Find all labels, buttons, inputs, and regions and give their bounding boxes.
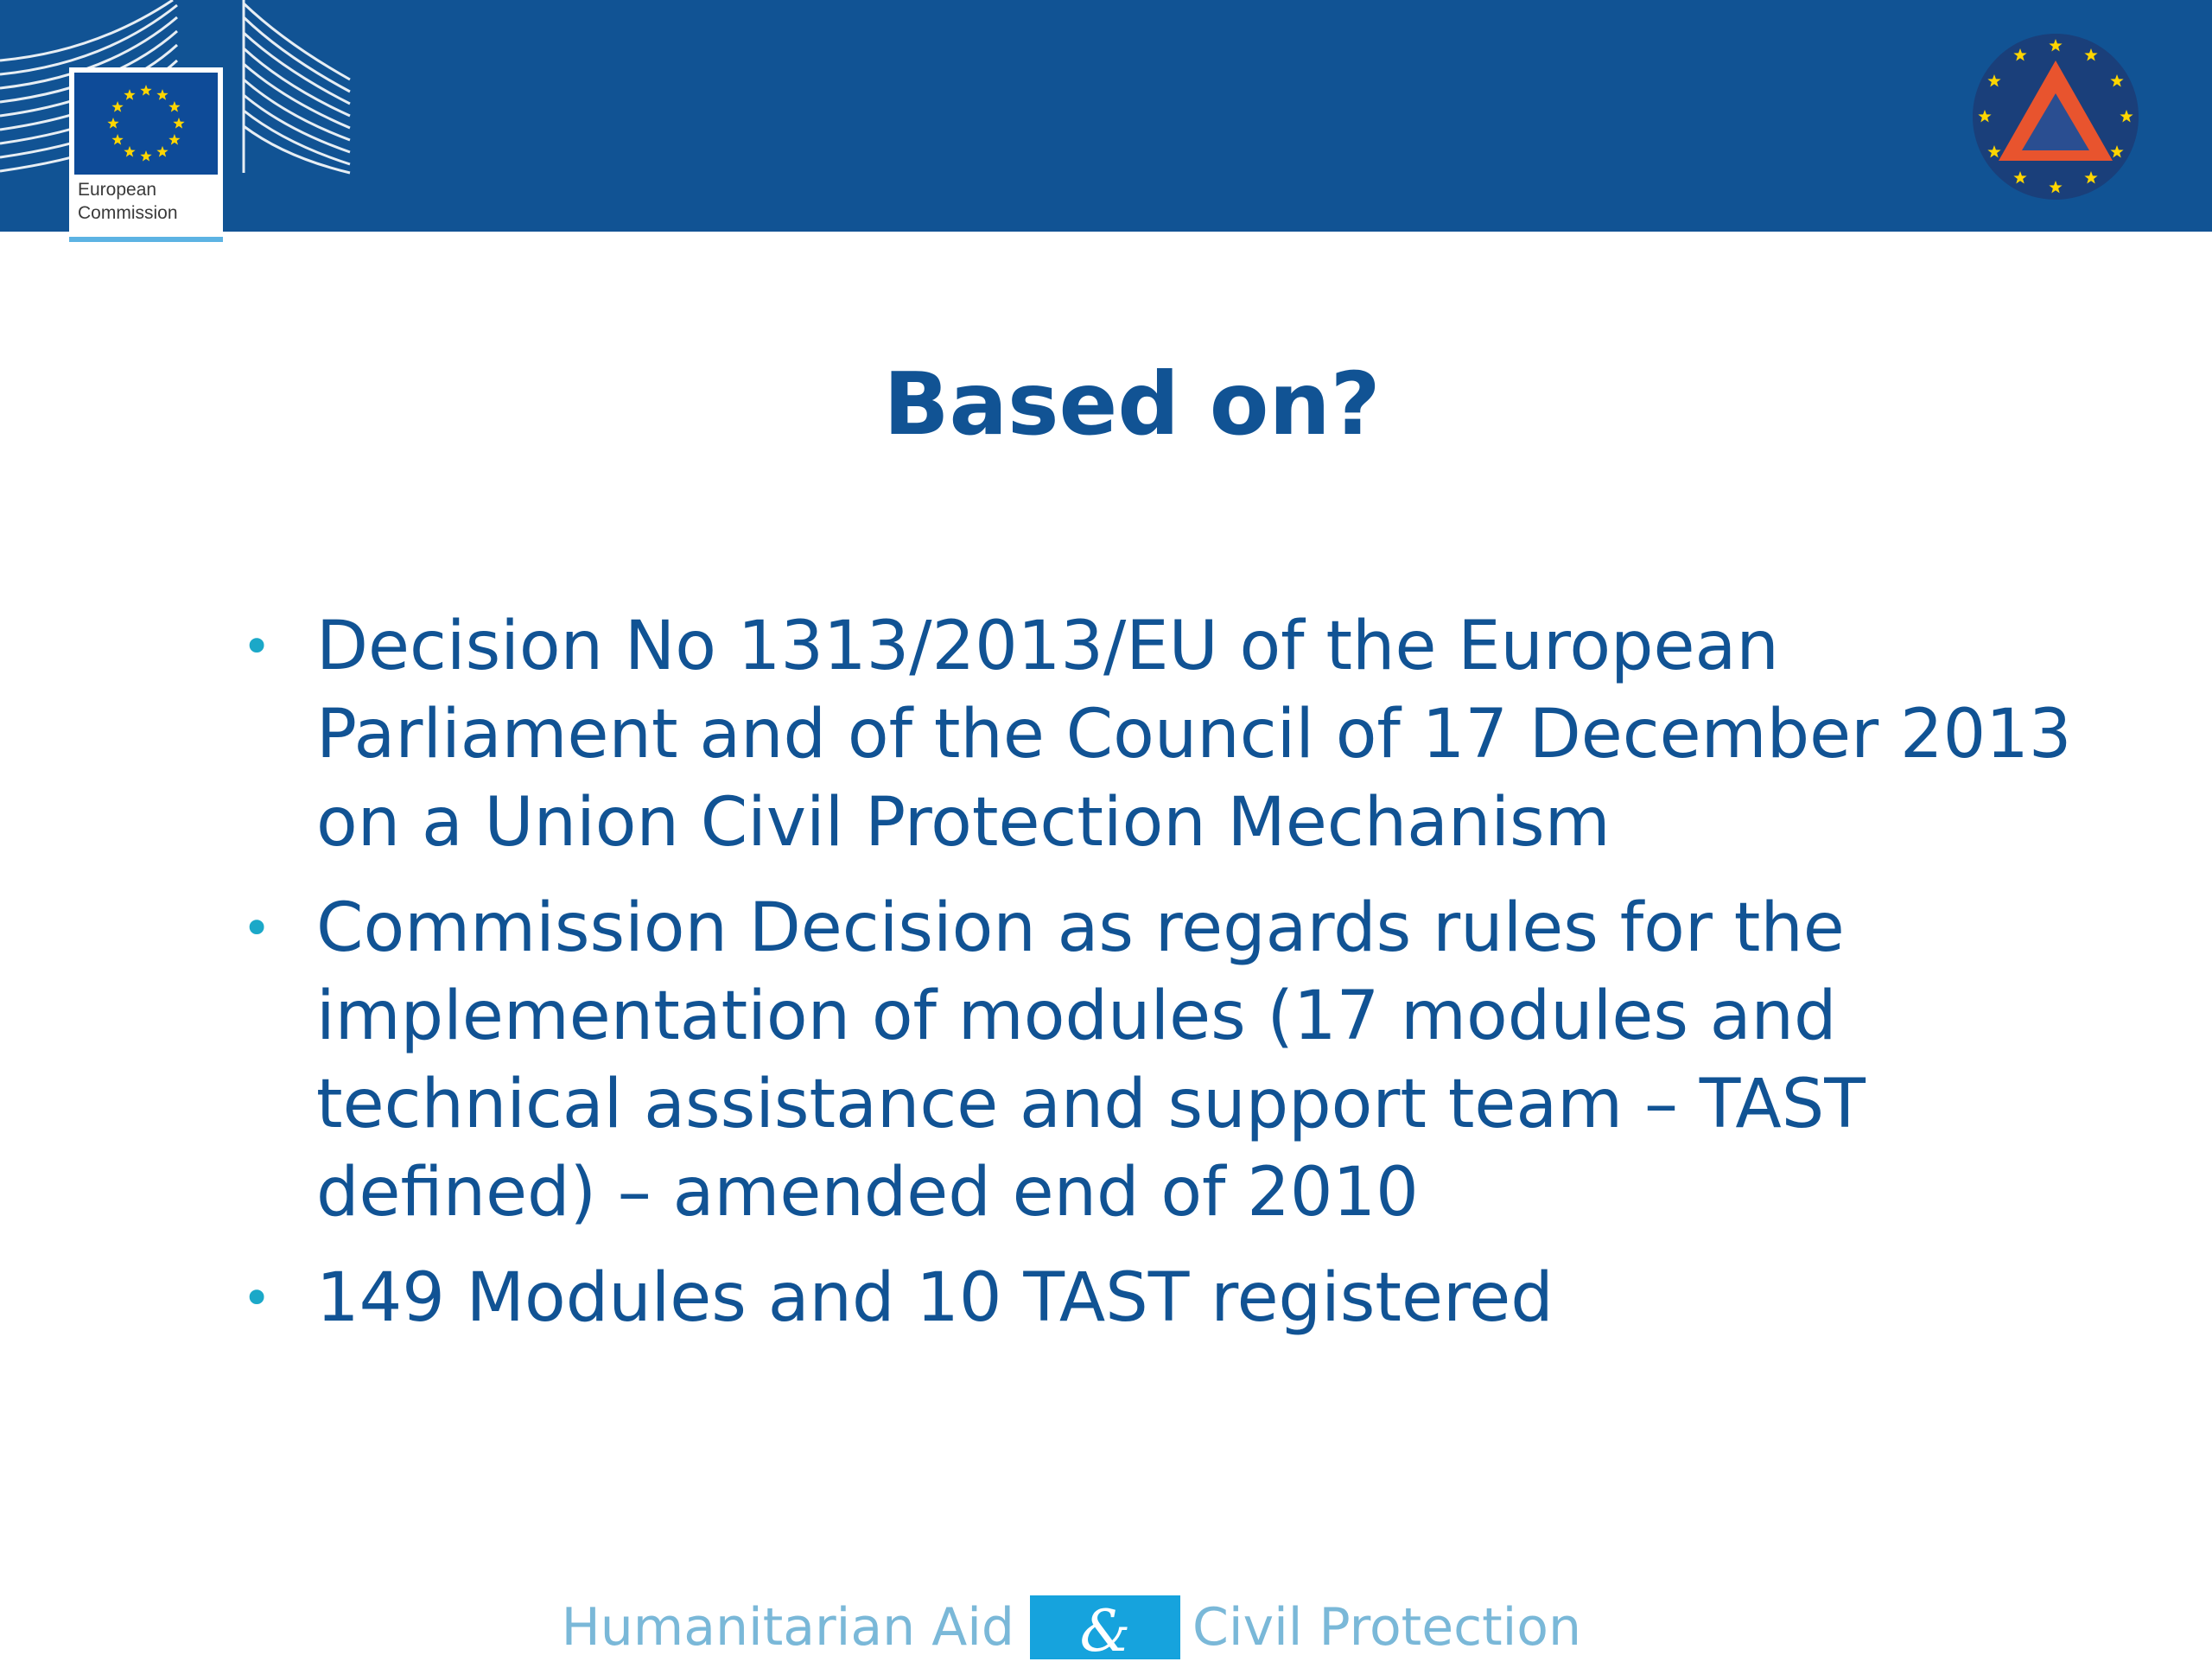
footer-civil-protection: Civil Protection bbox=[1192, 1597, 1582, 1658]
bullet-text: 149 Modules and 10 TAST registered bbox=[316, 1259, 1554, 1337]
footer-ampersand: & bbox=[1079, 1598, 1131, 1665]
footer-ampersand-box bbox=[1030, 1595, 1180, 1665]
bullet-item bbox=[242, 884, 2100, 1237]
bullet-item bbox=[242, 1254, 2100, 1342]
bullet-marker: • bbox=[242, 1269, 272, 1327]
european-commission-label: European Commission bbox=[78, 180, 178, 223]
header-bar bbox=[0, 0, 2212, 232]
bullet-item bbox=[242, 602, 2100, 867]
bullet-marker: • bbox=[242, 617, 272, 676]
eu-flag-icon bbox=[74, 73, 218, 175]
slide-title: Based on? bbox=[883, 353, 1381, 455]
bullet-text: Commission Decision as regards rules for the implementation of modules (17 modules and technical assistance and support team – TAST defined) – amended end of 2010 bbox=[316, 889, 1866, 1232]
footer-humanitarian-aid: Humanitarian Aid bbox=[561, 1597, 1014, 1658]
european-commission-logo bbox=[69, 67, 223, 242]
bullet-text: Decision No 1313/2013/EU of the European Parliament and of the Council of 17 December 2013 on a Union Civil Protection Mechanism bbox=[316, 608, 2072, 862]
bullet-marker: • bbox=[242, 899, 272, 958]
logo-underline bbox=[69, 237, 223, 242]
bullet-list bbox=[242, 602, 2100, 1359]
civil-protection-logo-icon bbox=[1970, 31, 2141, 202]
footer-branding bbox=[0, 1595, 2212, 1665]
